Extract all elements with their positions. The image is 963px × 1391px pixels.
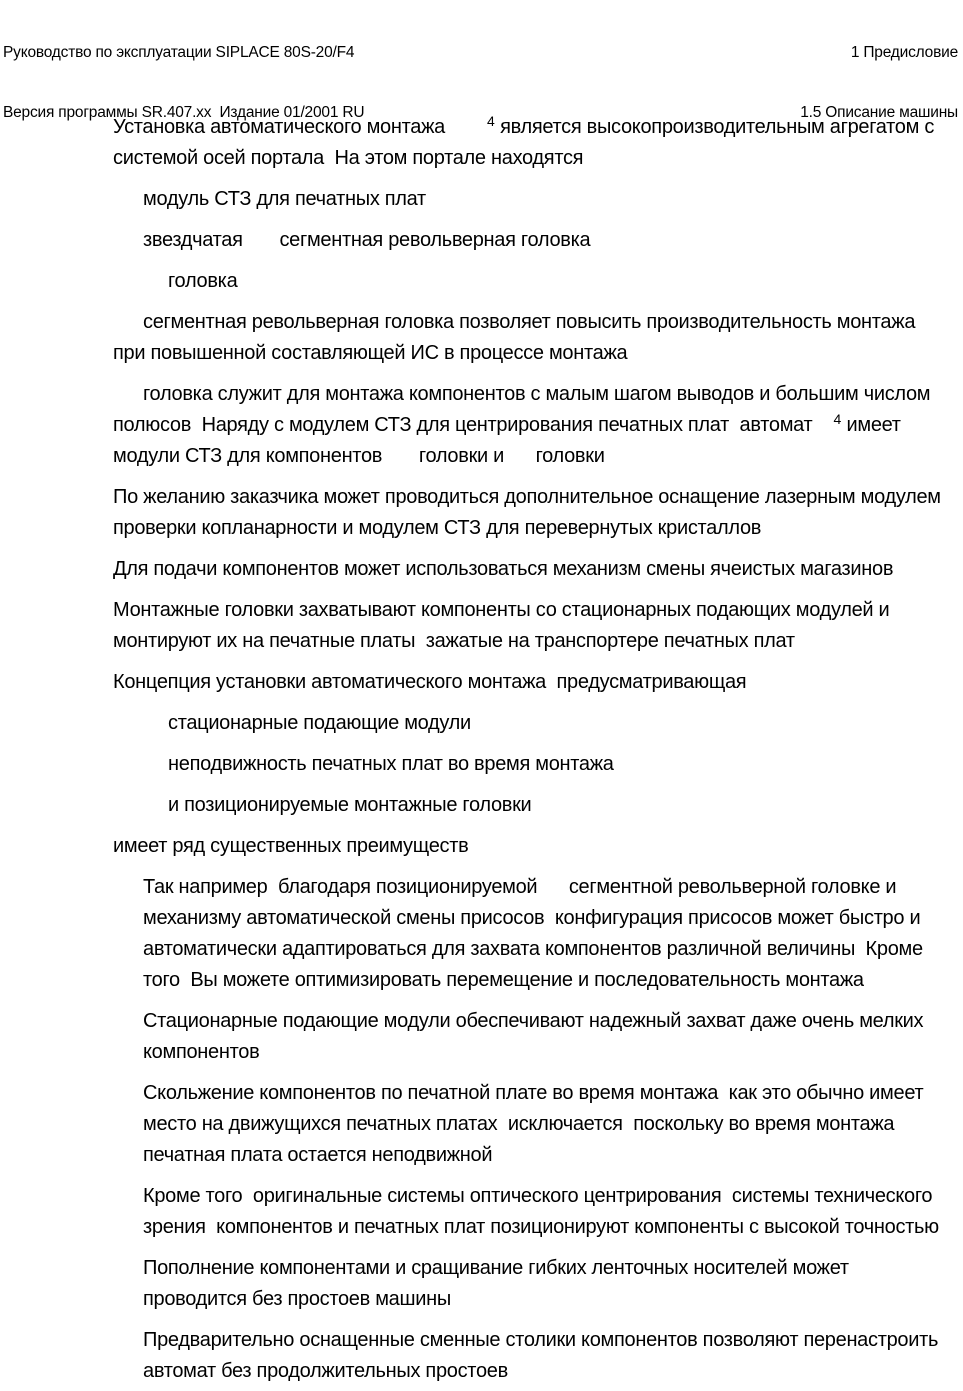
header-section: 1.5 Описание машины [800, 104, 958, 121]
text-line: головка [168, 270, 238, 292]
list-item [113, 225, 957, 256]
paragraph [143, 1006, 957, 1068]
header-chapter: 1 Предисловие [850, 44, 958, 61]
paragraph [113, 667, 957, 698]
paragraph [113, 379, 957, 472]
text-line: стационарные подающие модули [168, 712, 471, 734]
paragraph [143, 1325, 957, 1387]
list-item [113, 749, 957, 780]
text-line: монтируют их на печатные платы зажатые на транспортере печатных плат [113, 630, 795, 652]
text-segment: полюсов Наряду с модулем СТЗ для центрирования печатных плат автомат [113, 414, 834, 436]
text-line [113, 410, 957, 441]
superscript-reference: 4 [487, 113, 495, 129]
paragraph [113, 595, 957, 657]
text-line: Монтажные головки захватывают компоненты со стационарных подающих модулей и [113, 599, 890, 621]
paragraph [113, 482, 957, 544]
text-line: проводится без простоев машины [143, 1288, 451, 1310]
text-line: Для подачи компонентов может использоваться механизм смены ячеистых магазинов [113, 558, 894, 580]
text-line: печатная плата остается неподвижной [143, 1144, 493, 1166]
superscript-reference: 4 [833, 411, 842, 427]
paragraph [143, 1181, 957, 1243]
text-line: имеет ряд существенных преимуществ [113, 835, 469, 857]
paragraph [143, 1253, 957, 1315]
text-line: компонентов [143, 1041, 260, 1063]
text-line: По желанию заказчика может проводиться дополнительное оснащение лазерным модулем [113, 486, 941, 508]
text-line: автоматически адаптироваться для захвата компонентов различной величины Кроме [143, 938, 923, 960]
paragraph-intro [113, 112, 957, 174]
text-line: системой осей портала На этом портале находятся [113, 147, 584, 169]
text-line: модуль СТЗ для печатных плат [143, 188, 426, 210]
text-line: проверки копланарности и модулем СТЗ для перевернутых кристаллов [113, 517, 762, 539]
text-line: автомат без продолжительных простоев [143, 1360, 508, 1382]
list-item [113, 266, 957, 297]
paragraph [113, 307, 957, 369]
paragraph [113, 831, 957, 862]
text-line: Кроме того оригинальные системы оптического центрирования системы технического [143, 1185, 933, 1207]
text-line: место на движущихся печатных платах исключается поскольку во время монтажа [143, 1113, 895, 1135]
paragraph [143, 872, 957, 996]
text-line: Так например благодаря позиционируемой сегментной револьверной головке и [143, 876, 897, 898]
text-line: Скольжение компонентов по печатной плате во время монтажа как это обычно имеет [143, 1082, 924, 1104]
text-line: зрения компонентов и печатных плат позиционируют компоненты с высокой точностью [143, 1216, 939, 1238]
list-item [113, 184, 957, 215]
text-line: Предварительно оснащенные сменные столики компонентов позволяют перенастроить [143, 1329, 939, 1351]
header-doc-title: Руководство по эксплуатации SIPLACE 80S-20/F4 [3, 44, 355, 61]
paragraph [113, 554, 957, 585]
list-item [113, 790, 957, 821]
text-line: Стационарные подающие модули обеспечивают надежный захват даже очень мелких [143, 1010, 924, 1032]
text-segment: является высокопроизводительным агрегатом с [494, 116, 935, 138]
page-body [113, 112, 957, 1391]
paragraph [143, 1078, 957, 1171]
text-segment: имеет [841, 414, 901, 436]
header-version-line: Версия программы SR.407.xx Издание 01/2001 RU [3, 104, 365, 121]
text-line [113, 112, 957, 143]
text-line: сегментная револьверная головка позволяет повысить производительность монтажа [143, 311, 916, 333]
text-segment: Установка автоматического монтажа [113, 116, 488, 138]
text-line: при повышенной составляющей ИС в процессе монтажа [113, 342, 628, 364]
text-line: звездчатая сегментная револьверная головка [143, 229, 591, 251]
text-line: и позиционируемые монтажные головки [168, 794, 532, 816]
text-line: Концепция установки автоматического монтажа предусматривающая [113, 671, 747, 693]
text-line: модули СТЗ для компонентов головки и головки [113, 445, 605, 467]
text-line: того Вы можете оптимизировать перемещение и последовательность монтажа [143, 969, 864, 991]
text-line: неподвижность печатных плат во время монтажа [168, 753, 614, 775]
text-line: Пополнение компонентами и сращивание гибких ленточных носителей может [143, 1257, 849, 1279]
text-line: головка служит для монтажа компонентов с малым шагом выводов и большим числом [143, 383, 931, 405]
list-item [113, 708, 957, 739]
text-line: механизму автоматической смены присосов конфигурация присосов может быстро и [143, 907, 921, 929]
